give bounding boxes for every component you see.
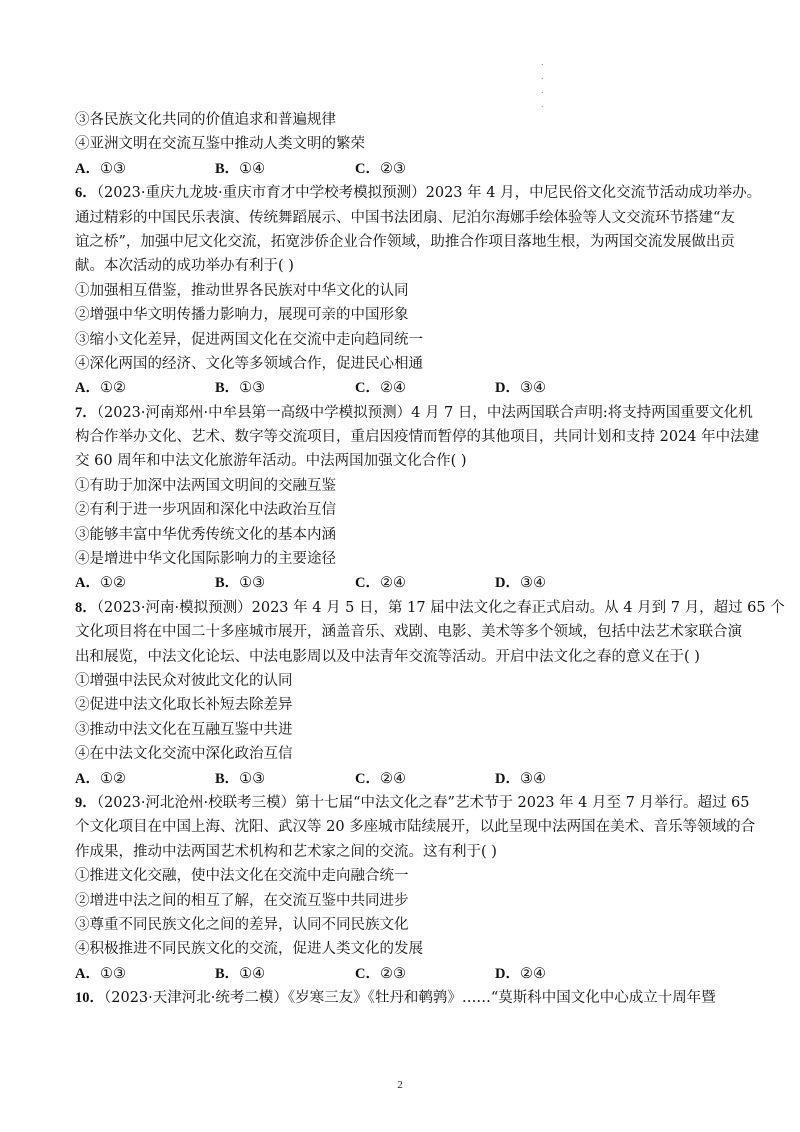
answer-option [75, 157, 215, 181]
option-letter: C． [355, 965, 380, 982]
question-number: 10． [75, 990, 104, 1007]
choice-statement: ①加强相互借鉴，推动世界各民族对中华文化的认同 [75, 282, 409, 299]
option-text: ①③ [239, 575, 266, 592]
question-stem-text: 献。本次活动的成功举办有利于( ) [75, 258, 294, 275]
option-letter: A． [75, 575, 100, 592]
choice-statement: ④积极推进不同民族文化的交流，促进人类文化的发展 [75, 941, 423, 958]
question-block [75, 181, 762, 401]
question-stem-text: （2023·天津河北·统考二模）《岁寒三友》《牡丹和鹌鹑》……“莫斯科中国文化中心成立十周年暨 [104, 990, 716, 1007]
question-number: 6． [75, 185, 97, 202]
option-text: ②③ [379, 965, 406, 982]
option-text: ①③ [239, 770, 266, 787]
answer-options [75, 157, 727, 181]
question-stem-text: 交 60 周年和中法文化旅游年活动。中法两国加强文化合作( ) [75, 453, 467, 470]
option-text: ①④ [239, 160, 266, 177]
question-stem-text: 作成果，推动中法两国艺术机构和艺术家之间的交流。这有利于( ) [75, 843, 497, 860]
option-text: ②④ [379, 380, 406, 397]
answer-option [355, 571, 495, 595]
answer-option [495, 767, 635, 791]
answer-option [215, 962, 355, 986]
choice-statement: ③推动中法文化在互融互鉴中共进 [75, 721, 293, 738]
answer-option [215, 767, 355, 791]
answer-option [215, 376, 355, 400]
choice-statement: ①增强中法民众对彼此文化的认同 [75, 672, 293, 689]
option-text: ①④ [239, 965, 266, 982]
question-stem-line [75, 206, 735, 230]
answer-options [75, 767, 727, 791]
page-number: 2 [397, 1079, 403, 1091]
choice-statement: ③能够丰富中华优秀传统文化的基本内涵 [75, 526, 336, 543]
answer-option [355, 962, 495, 986]
choice-statement: ②增强中华文明传播力影响力，展现可亲的中国形象 [75, 307, 409, 324]
answer-option [495, 962, 635, 986]
answer-options [75, 571, 727, 595]
question-stem-first-line [75, 596, 785, 620]
option-letter: B． [215, 160, 240, 177]
choice-statement: ②增进中法之间的相互了解，在交流互鉴中共同进步 [75, 892, 409, 909]
question-stem-line [75, 449, 727, 473]
question-stem-line [75, 645, 727, 669]
question-stem-text: 构合作举办文化、艺术、数字等交流项目，重启因疫情而暂停的其他项目，共同计划和支持 2024 年中法建 [75, 429, 760, 446]
choice-statement: ③各民族文化共同的价值追求和普遍规律 [75, 112, 336, 128]
option-text: ③④ [519, 380, 546, 397]
option-text: ①② [99, 380, 126, 397]
answer-option [355, 767, 495, 791]
option-letter: A． [75, 160, 100, 177]
question-stem-text: 出和展览，中法文化论坛、中法电影周以及中法青年交流等活动。开启中法文化之春的意义在于( ) [75, 648, 700, 665]
choice-statement: ②促进中法文化取长补短去除差异 [75, 697, 293, 714]
option-text: ①② [99, 575, 126, 592]
question-stem-first-line [75, 181, 762, 205]
question-stem-text: 文化项目将在中国二十多座城市展开，涵盖音乐、戏剧、电影、美术等多个领域，包括中法艺术家联合演 [75, 624, 742, 641]
question-stem-text: 个文化项目在中国上海、沈阳、武汉等 20 多座城市陆续展开，以此呈现中法两国在美术、音乐等领域的合 [75, 819, 756, 836]
choice-statement: ②有利于进一步巩固和深化中法政治互信 [75, 502, 336, 519]
question-stem-line [75, 815, 756, 839]
option-letter: A． [75, 770, 100, 787]
question-stem-text: 谊之桥”，加强中尼文化交流，拓宽涉侨企业合作领域，助推合作项目落地生根，为两国交流发展做出贡 [75, 233, 735, 250]
answer-options [75, 376, 727, 400]
option-letter: B． [215, 575, 240, 592]
option-letter: C． [355, 770, 380, 787]
option-text: ①② [99, 770, 126, 787]
question-stem-text: （2023·河南·模拟预测）2023 年 4 月 5 日，第 17 届中法文化之春正式启动。从 4 月到 7 月，超过 65 个 [96, 599, 785, 616]
option-letter: D． [495, 770, 520, 787]
option-letter: D． [495, 380, 520, 397]
choice-statement: ④是增进中华文化国际影响力的主要途径 [75, 551, 336, 568]
choice-statement: ①推进文化交融，使中法文化在交流中走向融合统一 [75, 868, 409, 885]
question-stem-line [75, 840, 727, 864]
question-block [75, 596, 785, 791]
choice-statement: ③尊重不同民族文化之间的差异，认同不同民族文化 [75, 916, 409, 933]
question-stem-first-line [75, 401, 753, 425]
option-letter: B． [215, 965, 240, 982]
choice-statement: ④亚洲文明在交流互鉴中推动人类文明的繁荣 [75, 136, 365, 153]
question-stem-first-line [75, 791, 750, 815]
question-block [75, 986, 727, 1010]
option-letter: A． [75, 380, 100, 397]
option-letter: C． [355, 380, 380, 397]
corner-marks: . . . . [541, 58, 544, 109]
question-stem-text: 通过精彩的中国民乐表演、传统舞蹈展示、中国书法团扇、尼泊尔海娜手绘体验等人文交流环节搭建“友 [75, 209, 735, 226]
question-number: 8． [75, 599, 97, 616]
answer-option [75, 767, 215, 791]
option-letter: B． [215, 380, 240, 397]
option-text: ③④ [519, 575, 546, 592]
choice-statement: ①有助于加深中法两国文明间的交融互鉴 [75, 477, 336, 494]
choice-statement: ④在中法文化交流中深化政治互信 [75, 746, 293, 763]
previous-question-tail [75, 108, 727, 181]
option-letter: B． [215, 770, 240, 787]
option-text: ③④ [519, 770, 546, 787]
question-block [75, 401, 760, 596]
question-stem-line [75, 425, 760, 449]
document-body [75, 108, 785, 1010]
answer-option [75, 962, 215, 986]
question-stem-line [75, 254, 727, 278]
answer-option [355, 157, 495, 181]
question-stem-first-line [75, 986, 727, 1010]
question-number: 9． [75, 794, 97, 811]
answer-option [75, 376, 215, 400]
option-text: ②④ [379, 770, 406, 787]
option-text: ②④ [379, 575, 406, 592]
answer-option [75, 571, 215, 595]
option-letter: C． [355, 160, 380, 177]
question-stem-text: （2023·重庆九龙坡·重庆市育才中学校考模拟预测）2023 年 4 月，中尼民俗文化交流节活动成功举办。 [96, 185, 762, 202]
option-text: ②④ [519, 965, 546, 982]
answer-options [75, 962, 727, 986]
question-number: 7． [75, 404, 97, 421]
option-text: ②③ [379, 160, 406, 177]
option-text: ①③ [239, 380, 266, 397]
option-text: ①③ [99, 160, 126, 177]
answer-option [495, 571, 635, 595]
option-letter: D． [495, 575, 520, 592]
answer-option [215, 571, 355, 595]
option-text: ①③ [99, 965, 126, 982]
choice-statement: ③缩小文化差异，促进两国文化在交流中走向趋同统一 [75, 331, 423, 348]
question-stem-line [75, 230, 735, 254]
answer-option [495, 376, 635, 400]
question-stem-line [75, 620, 742, 644]
option-letter: A． [75, 965, 100, 982]
option-letter: C． [355, 575, 380, 592]
question-block [75, 791, 756, 986]
option-letter: D． [495, 965, 520, 982]
answer-option [355, 376, 495, 400]
question-stem-text: （2023·河南郑州·中牟县第一高级中学模拟预测）4 月 7 日，中法两国联合声明:将支持两国重要文化机 [96, 404, 753, 421]
answer-option [215, 157, 355, 181]
question-stem-text: （2023·河北沧州·校联考三模）第十七届“中法文化之春”艺术节于 2023 年 4 月至 7 月举行。超过 65 [96, 794, 750, 811]
choice-statement: ④深化两国的经济、文化等多领域合作，促进民心相通 [75, 355, 423, 372]
